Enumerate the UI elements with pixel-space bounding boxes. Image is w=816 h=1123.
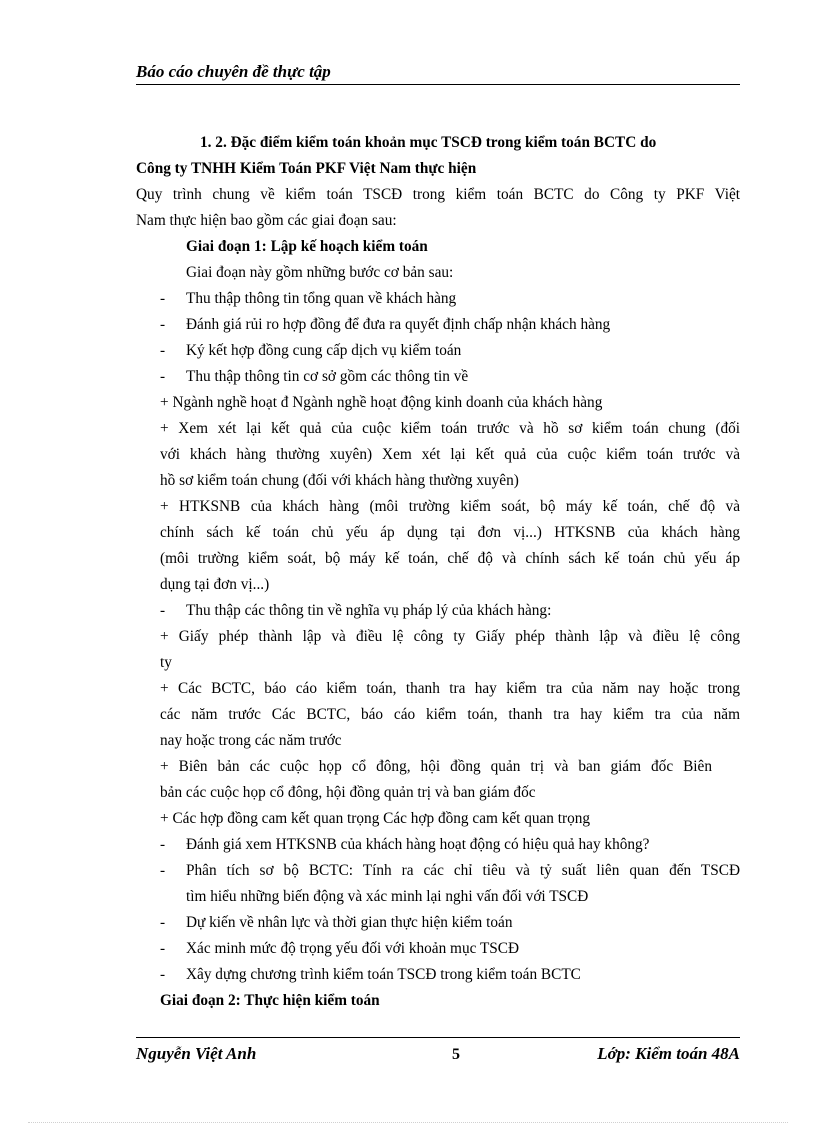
bullet-dash: - (160, 914, 166, 931)
page-number: 5 (452, 1046, 460, 1063)
bullet-item: Đánh giá rủi ro hợp đồng để đưa ra quyết định chấp nhận khách hàng (186, 316, 611, 333)
header-rule (136, 84, 740, 85)
plus-item-cont: với khách hàng thường xuyên) Xem xét lại kết quả của cuộc kiểm toán trước và (160, 446, 740, 463)
bullet-dash: - (160, 862, 166, 879)
bullet-dash: - (160, 966, 166, 983)
bullet-item: Thu thập các thông tin về nghĩa vụ pháp lý của khách hàng: (186, 602, 552, 619)
footer-rule (136, 1037, 740, 1038)
intro-paragraph: Quy trình chung về kiểm toán TSCĐ trong kiểm toán BCTC do Công ty PKF Việt (136, 186, 740, 203)
bullet-dash: - (160, 342, 166, 359)
plus-item: + Giấy phép thành lập và điều lệ công ty Giấy phép thành lập và điều lệ công (160, 628, 740, 645)
bullet-dash: - (160, 940, 166, 957)
bullet-dash: - (160, 602, 166, 619)
footer-class: Lớp: Kiểm toán 48A (597, 1044, 740, 1063)
plus-item: + Các hợp đồng cam kết quan trọng Các hợp đồng cam kết quan trọng (160, 810, 591, 827)
plus-item-cont: ty (160, 654, 172, 671)
phase1-title: Giai đoạn 1: Lập kế hoạch kiểm toán (186, 238, 428, 255)
plus-item-cont: dụng tại đơn vị...) (160, 576, 270, 593)
plus-item-cont: (môi trường kiểm soát, bộ máy kế toán, chế độ và chính sách kế toán chủ yếu áp (160, 550, 740, 567)
bullet-item: Thu thập thông tin tổng quan về khách hàng (186, 290, 457, 307)
plus-item: + Ngành nghề hoạt đ Ngành nghề hoạt động kinh doanh của khách hàng (160, 394, 603, 411)
plus-item: + Xem xét lại kết quả của cuộc kiểm toán trước và hồ sơ kiểm toán chung (đối (160, 420, 740, 437)
section-title: 1. 2. Đặc điểm kiểm toán khoản mục TSCĐ trong kiểm toán BCTC do (200, 134, 657, 151)
bullet-dash: - (160, 290, 166, 307)
phase1-intro: Giai đoạn này gồm những bước cơ bản sau: (186, 264, 454, 281)
phase2-title: Giai đoạn 2: Thực hiện kiểm toán (160, 992, 380, 1009)
bullet-item: Dự kiến về nhân lực và thời gian thực hiện kiểm toán (186, 914, 513, 931)
bullet-item: Phân tích sơ bộ BCTC: Tính ra các chỉ tiêu và tỷ suất liên quan đến TSCĐ (186, 862, 740, 879)
plus-item: + Biên bản các cuộc họp cổ đông, hội đồng quản trị và ban giám đốc Biên (160, 758, 712, 775)
page-header-title: Báo cáo chuyên đề thực tập (136, 62, 331, 81)
bullet-item: Thu thập thông tin cơ sở gồm các thông tin về (186, 368, 469, 385)
plus-item: + HTKSNB của khách hàng (môi trường kiểm soát, bộ máy kế toán, chế độ và (160, 498, 740, 515)
bullet-item-cont: tìm hiểu những biến động và xác minh lại nghi vấn đối với TSCĐ (186, 888, 589, 905)
intro-paragraph-cont: Nam thực hiện bao gồm các giai đoạn sau: (136, 212, 397, 229)
plus-item-cont: chính sách kế toán chủ yếu áp dụng tại đơn vị...) HTKSNB của khách hàng (160, 524, 740, 541)
bullet-dash: - (160, 316, 166, 333)
plus-item: + Các BCTC, báo cáo kiểm toán, thanh tra hay kiểm tra của năm nay hoặc trong (160, 680, 740, 697)
bullet-item: Xác minh mức độ trọng yếu đối với khoản mục TSCĐ (186, 940, 520, 957)
section-title-cont: Công ty TNHH Kiểm Toán PKF Việt Nam thực hiện (136, 160, 477, 177)
bullet-item: Đánh giá xem HTKSNB của khách hàng hoạt động có hiệu quả hay không? (186, 836, 650, 853)
footer-author: Nguyễn Việt Anh (136, 1044, 257, 1063)
bullet-item: Ký kết hợp đồng cung cấp dịch vụ kiểm toán (186, 342, 462, 359)
bullet-dash: - (160, 368, 166, 385)
plus-item-cont: bản các cuộc họp cổ đông, hội đồng quản trị và ban giám đốc (160, 784, 536, 801)
plus-item-cont: hồ sơ kiểm toán chung (đối với khách hàng thường xuyên) (160, 472, 519, 489)
plus-item-cont: các năm trước Các BCTC, báo cáo kiểm toán, thanh tra hay kiểm tra của năm (160, 706, 740, 723)
plus-item-cont: nay hoặc trong các năm trước (160, 732, 342, 749)
bullet-dash: - (160, 836, 166, 853)
bullet-item: Xây dựng chương trình kiểm toán TSCĐ trong kiểm toán BCTC (186, 966, 581, 983)
